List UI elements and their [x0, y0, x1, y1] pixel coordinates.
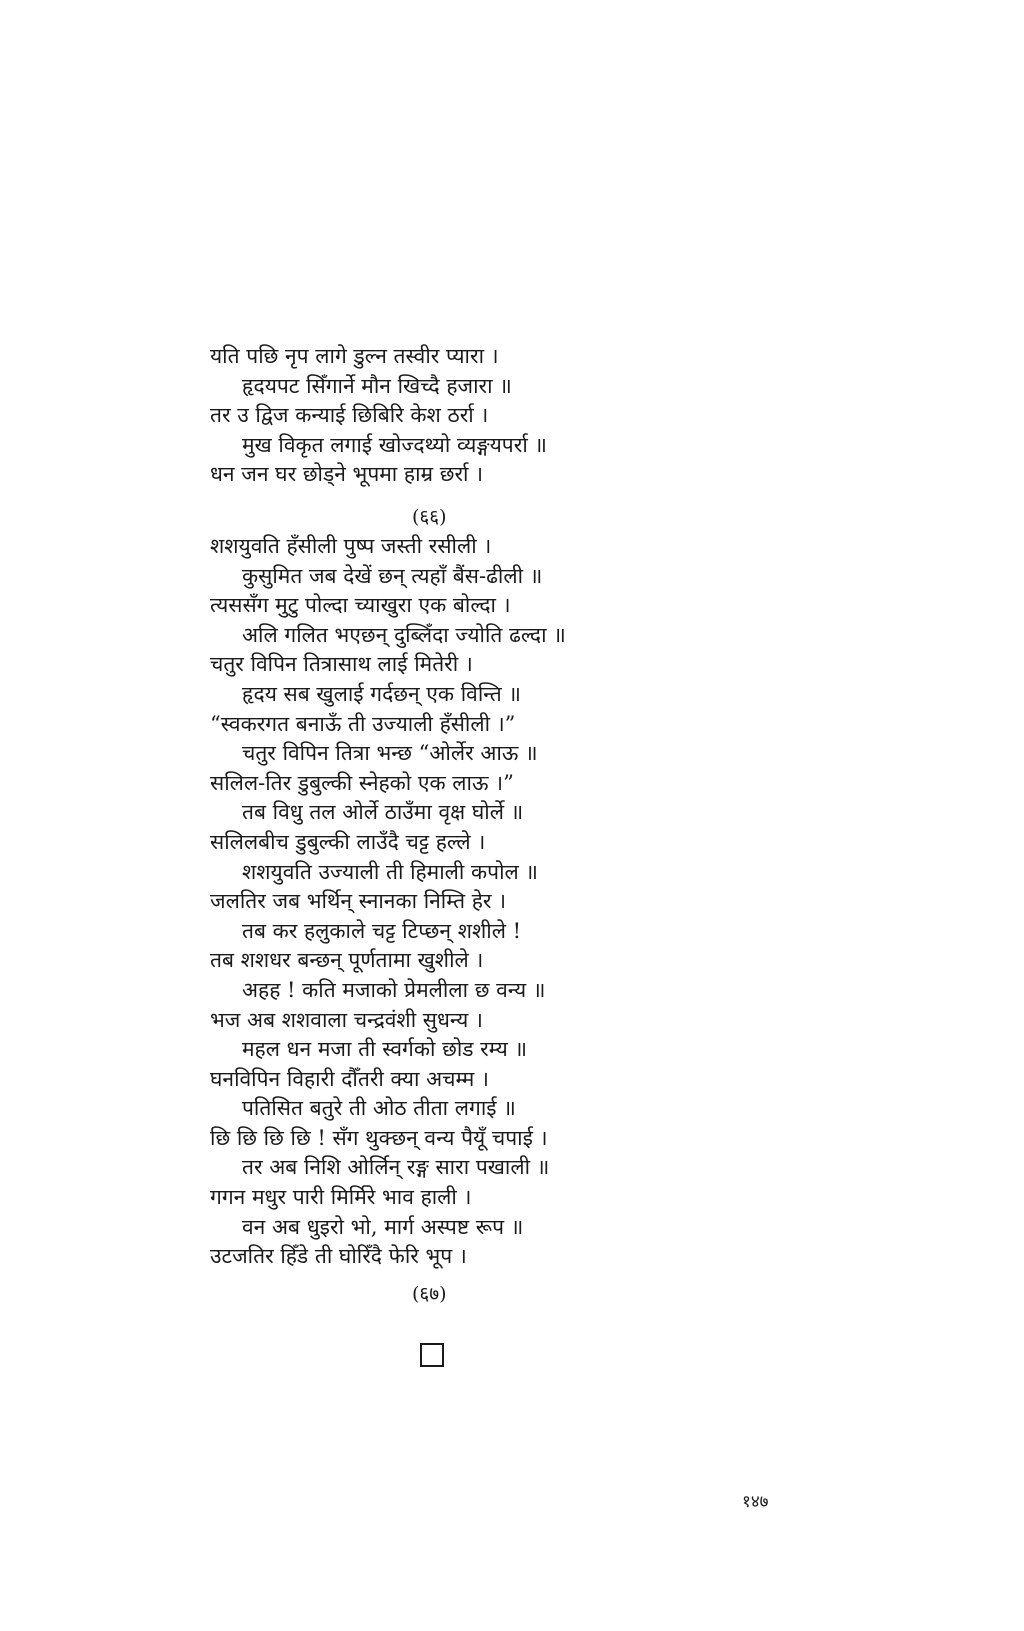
poem-line: चतुर विपिन तित्रासाथ लाई मितेरी । — [210, 652, 473, 677]
poem-line: वन अब धुइरो भो, मार्ग अस्पष्ट रूप ॥ — [242, 1214, 524, 1239]
poem-line: पतिसित बतुरे ती ओठ तीता लगाई ॥ — [242, 1096, 516, 1121]
poem-line: मुख विकृत लगाई खोज्दथ्यो व्यङ्गयपर्रा ॥ — [242, 432, 548, 457]
poem-stanza-67 — [210, 532, 680, 1272]
poem-line: शशयुवति हँसीली पुष्प जस्ती रसीली । — [210, 534, 492, 558]
poem-stanza-continuation — [210, 342, 680, 490]
poem-line: भज अब शशवाला चन्द्रवंशी सुधन्य । — [210, 1007, 483, 1032]
poem-line: घनविपिन विहारी दौँतरी क्या अचम्म । — [210, 1066, 489, 1091]
poem-line: उटजतिर हिँडे ती घोरिँदै फेरि भूप । — [210, 1244, 467, 1269]
verse-number-66: (६६) — [412, 506, 447, 528]
poem-line: हृदय सब खुलाई गर्दछन् एक विन्ति ॥ — [242, 681, 521, 706]
poem-line: “स्वकरगत बनाऊँ ती उज्याली हँसीली ।” — [210, 711, 516, 736]
poem-line: हृदयपट सिँगार्ने मौन खिच्दै हजारा ॥ — [242, 373, 512, 398]
poem-line: कुसुमित जब देखें छन् त्यहाँ बैंस-ढीली ॥ — [242, 563, 543, 588]
page-number: १४७ — [742, 1492, 769, 1512]
poem-line: तब शशधर बन्छन् पूर्णतामा खुशीले । — [210, 948, 484, 973]
verse-number-67: (६७) — [412, 1283, 447, 1305]
poem-line: सलिल-तिर डुबुल्की स्नेहको एक लाऊ ।” — [210, 770, 514, 795]
poem-line: तब विधु तल ओर्ले ठाउँमा वृक्ष घोर्ले ॥ — [242, 800, 524, 825]
end-of-chapter-box-icon — [420, 1343, 444, 1367]
poem-line: शशयुवति उज्याली ती हिमाली कपोल ॥ — [242, 859, 539, 884]
poem-line: महल धन मजा ती स्वर्गको छोड रम्य ॥ — [242, 1037, 528, 1062]
poem-line: चतुर विपिन तित्रा भन्छ “ओर्लेर आऊ ॥ — [242, 741, 538, 766]
poem-line: धन जन घर छोड्ने भूपमा हाम्र छर्रा । — [210, 462, 484, 487]
poem-line: अलि गलित भएछन् दुब्लिँदा ज्योति ढल्दा ॥ — [242, 622, 566, 647]
poem-line: छि छि छि छि ! सँग थुक्छन् वन्य पैयूँ चपाई । — [210, 1125, 548, 1150]
poem-line: सलिलबीच डुबुल्की लाउँदै चट्ट हल्ले । — [210, 829, 486, 854]
poem-line: जलतिर जब भर्थिन् स्नानका निम्ति हेर । — [210, 889, 507, 914]
poem-line: तर उ द्विज कन्याई छिबिरि केश ठर्रा । — [210, 403, 489, 428]
poem-line: त्यससँग मुटु पोल्दा च्याखुरा एक बोल्दा । — [210, 593, 511, 618]
poem-line: तर अब निशि ओर्लिन् रङ्ग सारा पखाली ॥ — [242, 1155, 550, 1180]
poem-line: यति पछि नृप लागे डुल्न तस्वीर प्यारा । — [210, 344, 499, 368]
poem-line: तब कर हलुकाले चट्ट टिप्छन् शशीले ! — [242, 918, 522, 943]
poem-line: अहह ! कति मजाको प्रेमलीला छ वन्य ॥ — [242, 977, 546, 1002]
poem-line: गगन मधुर पारी मिर्मिरे भाव हाली । — [210, 1185, 472, 1210]
